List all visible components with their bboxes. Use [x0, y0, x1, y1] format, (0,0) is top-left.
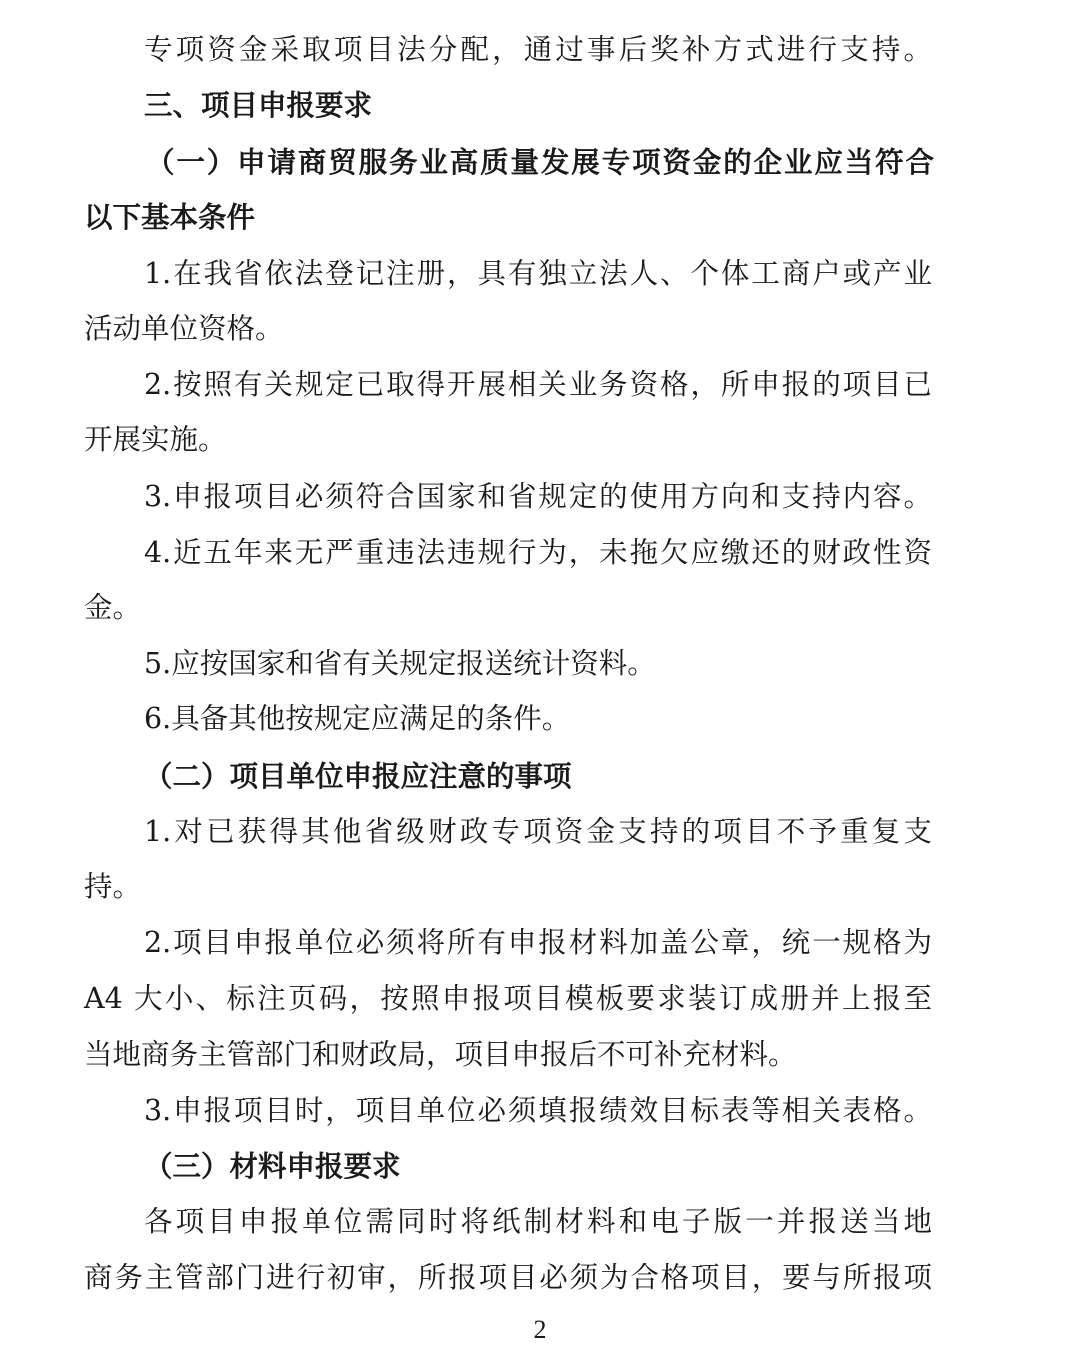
body-line: 专项资金采取项目法分配，通过事后奖补方式进行支持。 [144, 33, 932, 66]
material-paragraph-continued: 商务主管部门进行初审，所报项目必须为合格项目，要与所报项 [84, 1261, 932, 1294]
material-paragraph: 各项目申报单位需同时将纸制材料和电子版一并报送当地 [144, 1205, 932, 1238]
condition-item-1: 1.在我省依法登记注册，具有独立法人、个体工商户或产业 [144, 257, 932, 290]
notice-item-2: 2.项目申报单位必须将所有申报材料加盖公章，统一规格为 [144, 926, 932, 959]
section-heading: 三、项目申报要求 [144, 89, 373, 122]
condition-item-1-continued: 活动单位资格。 [84, 312, 284, 345]
page-number: 2 [533, 1315, 547, 1344]
condition-item-6: 6.具备其他按规定应满足的条件。 [144, 702, 571, 735]
subsection-heading-3: （三）材料申报要求 [144, 1149, 401, 1183]
subsection-heading-2: （二）项目单位申报应注意的事项 [144, 759, 572, 793]
notice-item-2-continued: A4 大小、标注页码，按照申报项目模板要求装订成册并上报至 [84, 982, 932, 1015]
subsection-heading: （一）申请商贸服务业高质量发展专项资金的企业应当符合 [146, 145, 934, 179]
condition-item-4-continued: 金。 [84, 591, 142, 624]
notice-item-3: 3.申报项目时，项目单位必须填报绩效目标表等相关表格。 [144, 1094, 932, 1127]
condition-item-3: 3.申报项目必须符合国家和省规定的使用方向和支持内容。 [144, 480, 932, 513]
notice-item-1: 1.对已获得其他省级财政专项资金支持的项目不予重复支 [144, 815, 932, 848]
condition-item-2-continued: 开展实施。 [84, 423, 227, 456]
notice-item-1-continued: 持。 [84, 870, 142, 903]
condition-item-5: 5.应按国家和省有关规定报送统计资料。 [144, 647, 656, 680]
condition-item-2: 2.按照有关规定已取得开展相关业务资格，所申报的项目已 [144, 368, 932, 401]
notice-item-2-continued-2: 当地商务主管部门和财政局，项目申报后不可补充材料。 [84, 1038, 797, 1071]
subsection-heading-continued: 以下基本条件 [84, 200, 256, 234]
condition-item-4: 4.近五年来无严重违法违规行为，未拖欠应缴还的财政性资 [144, 536, 932, 569]
